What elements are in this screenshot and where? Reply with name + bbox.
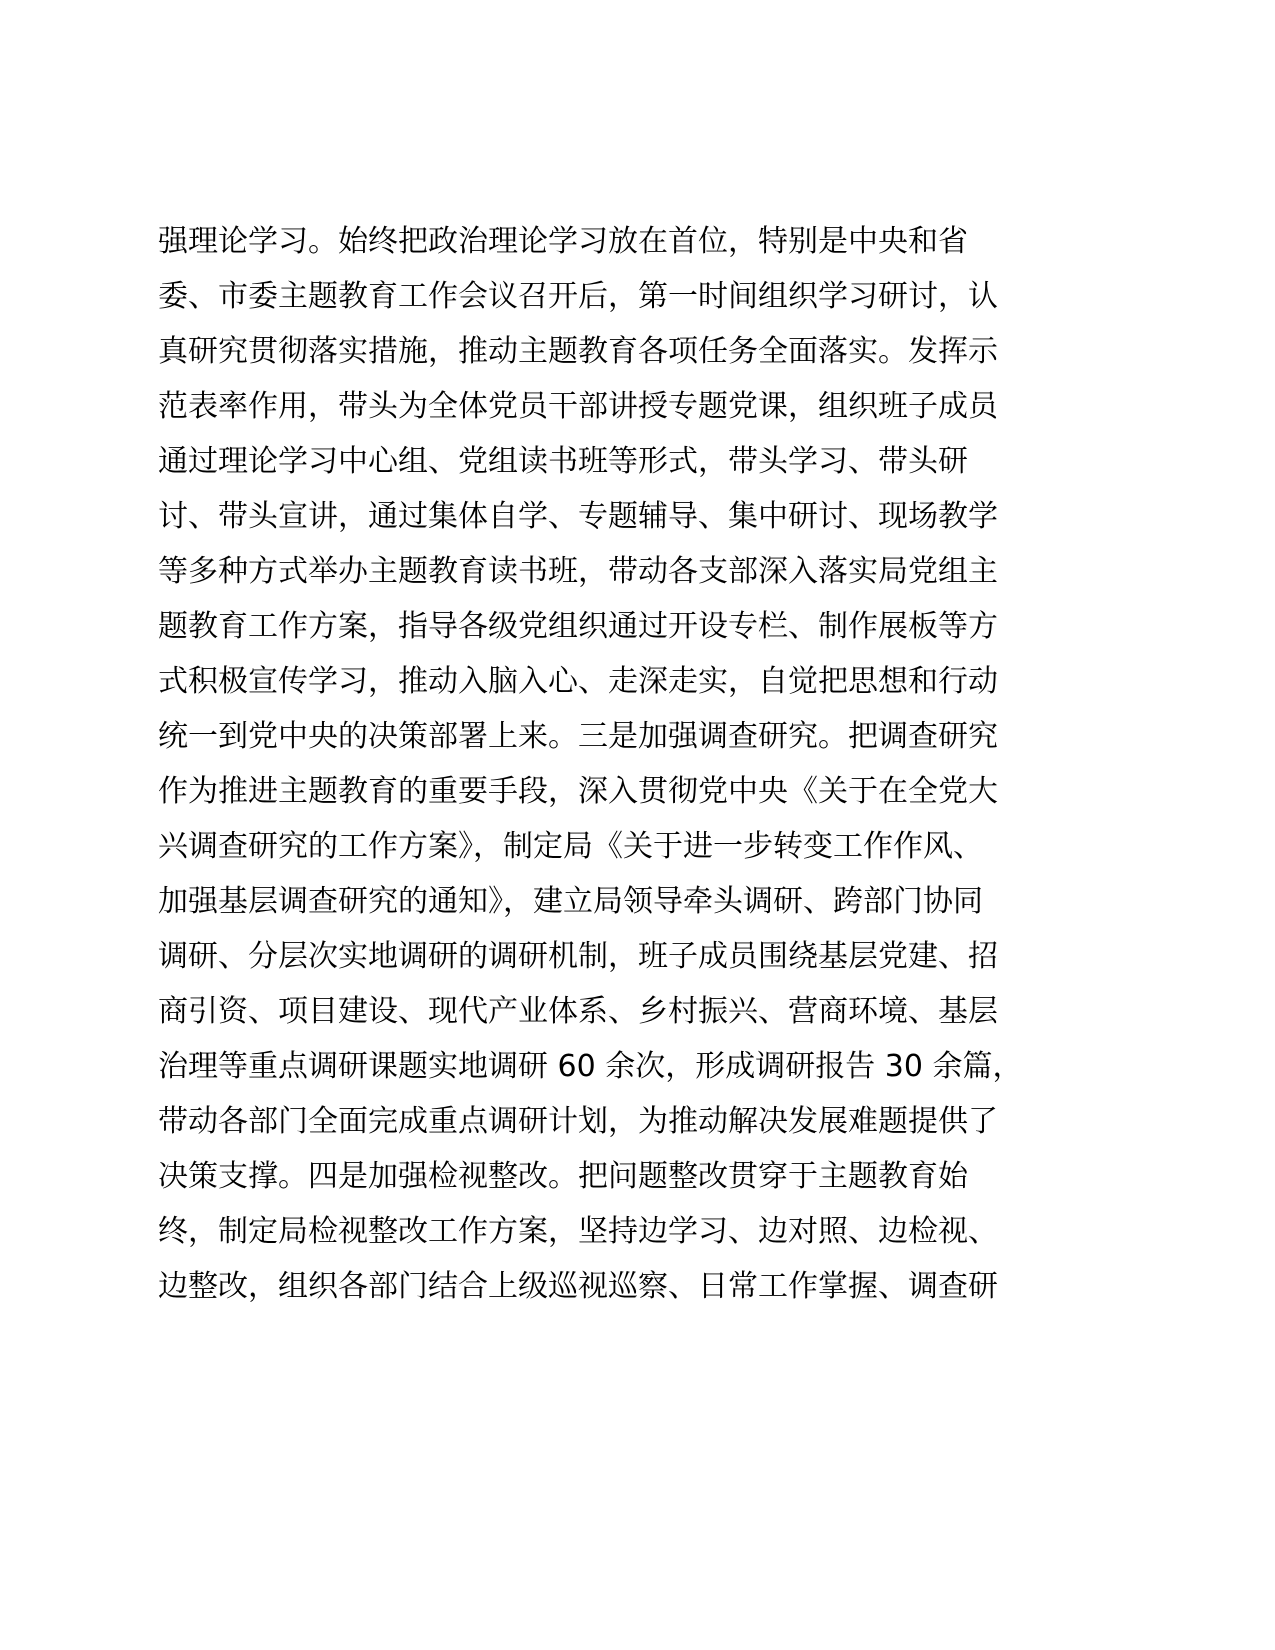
text-line: 等多种方式举办主题教育读书班，带动各支部深入落实局党组主 <box>158 554 998 589</box>
text-line: 决策支撑。四是加强检视整改。把问题整改贯穿于主题教育始 <box>158 1159 968 1194</box>
text-line: 真研究贯彻落实措施，推动主题教育各项任务全面落实。发挥示 <box>158 334 998 369</box>
text-line: 强理论学习。始终把政治理论学习放在首位，特别是中央和省 <box>158 224 968 259</box>
text-line: 统一到党中央的决策部署上来。三是加强调查研究。把调查研究 <box>158 719 998 754</box>
text-line: 委、市委主题教育工作会议召开后，第一时间组织学习研讨，认 <box>158 279 998 314</box>
text-line: 治理等重点调研课题实地调研 60 余次，形成调研报告 30 余篇， <box>158 1049 1023 1084</box>
text-line: 带动各部门全面完成重点调研计划，为推动解决发展难题提供了 <box>158 1104 998 1139</box>
body-paragraph <box>158 214 1058 1314</box>
text-line: 边整改，组织各部门结合上级巡视巡察、日常工作掌握、调查研 <box>158 1269 998 1304</box>
text-line: 商引资、项目建设、现代产业体系、乡村振兴、营商环境、基层 <box>158 994 998 1029</box>
text-line: 通过理论学习中心组、党组读书班等形式，带头学习、带头研 <box>158 444 968 479</box>
text-line: 题教育工作方案，指导各级党组织通过开设专栏、制作展板等方 <box>158 609 998 644</box>
text-line: 作为推进主题教育的重要手段，深入贯彻党中央《关于在全党大 <box>158 774 998 809</box>
text-line: 调研、分层次实地调研的调研机制，班子成员围绕基层党建、招 <box>158 939 998 974</box>
text-line: 加强基层调查研究的通知》，建立局领导牵头调研、跨部门协同 <box>158 884 983 919</box>
text-line: 兴调查研究的工作方案》，制定局《关于进一步转变工作作风、 <box>158 829 983 864</box>
text-line: 讨、带头宣讲，通过集体自学、专题辅导、集中研讨、现场教学 <box>158 499 998 534</box>
text-line: 式积极宣传学习，推动入脑入心、走深走实，自觉把思想和行动 <box>158 664 998 699</box>
text-line: 终，制定局检视整改工作方案，坚持边学习、边对照、边检视、 <box>158 1214 998 1249</box>
text-line: 范表率作用，带头为全体党员干部讲授专题党课，组织班子成员 <box>158 389 998 424</box>
